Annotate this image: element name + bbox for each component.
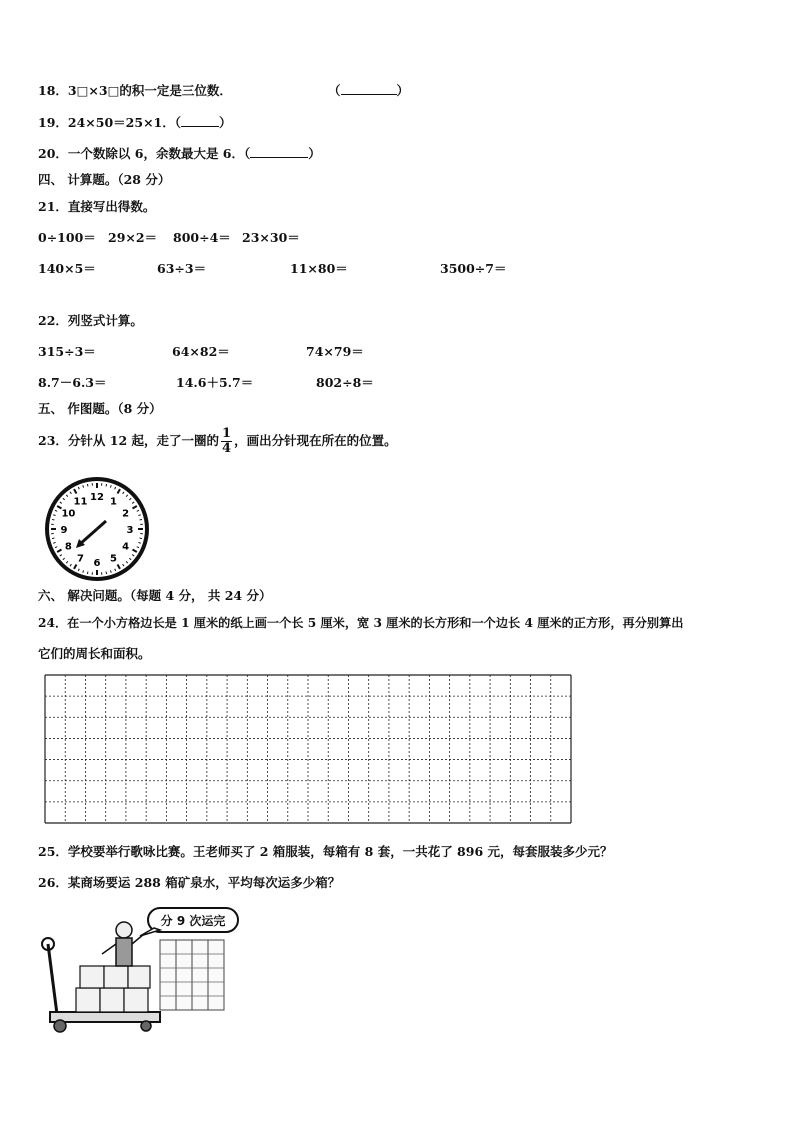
- section-heading-6: 六、 解决问题。（每题 4 分， 共 24 分）: [38, 588, 272, 603]
- cart-wheel: [141, 1021, 151, 1031]
- question-number: 20．: [38, 146, 68, 161]
- clock-number: 10: [61, 508, 76, 520]
- question-text: 一个数除以 6，余数最大是 6．（: [67, 146, 251, 161]
- clock-number: 8: [64, 541, 72, 553]
- clock-number: 3: [126, 525, 134, 536]
- calc-item: 140×5＝: [38, 261, 96, 276]
- calc-item: 63÷3＝: [157, 261, 207, 276]
- water-boxes-stack: [160, 940, 224, 1010]
- question-number: 18．: [38, 83, 68, 98]
- calc-item: 800÷4＝: [173, 230, 231, 245]
- clock-number: 1: [110, 496, 117, 508]
- calc-item: 0÷100＝: [38, 230, 96, 245]
- clock-number: 11: [73, 496, 88, 508]
- calc-item: 8.7－6.3＝: [38, 375, 107, 390]
- question-18: [38, 83, 232, 99]
- clock-tick: [52, 538, 54, 539]
- question-22: 22．列竖式计算。: [38, 313, 143, 328]
- question-20: 20．一个数除以 6，余数最大是 6．（ ）: [38, 146, 321, 161]
- question-21: 21．直接写出得数。: [38, 199, 156, 214]
- clock-number: 9: [60, 525, 68, 536]
- answer-blank-19[interactable]: [181, 115, 219, 127]
- delivery-illustration: [36, 904, 246, 1034]
- question-24-line-2: 它们的周长和面积。: [38, 646, 151, 661]
- answer-blank-18[interactable]: （ ）: [328, 83, 410, 98]
- clock-number: 6: [93, 558, 101, 569]
- calc-item: 802÷8＝: [316, 375, 374, 390]
- clock-tick: [140, 538, 142, 539]
- answer-blank-20[interactable]: [250, 146, 308, 158]
- cart-base: [50, 1012, 160, 1022]
- cart-handle: [48, 944, 58, 1022]
- clock-tick: [106, 484, 107, 486]
- worker-figure: [102, 922, 144, 966]
- clock-number: 5: [110, 553, 117, 565]
- clock-tick: [140, 519, 142, 520]
- clock-tick: [87, 484, 88, 486]
- question-19: 19．24×50＝25×1．（ ）: [38, 115, 232, 130]
- question-24-line-1: 24．在一个小方格边长是 1 厘米的纸上画一个长 5 厘米，宽 3 厘米的长方形和一个边长 4 厘米的正方形，再分别算出: [38, 616, 684, 630]
- calc-item: 64×82＝: [172, 344, 230, 359]
- clock-tick: [87, 572, 88, 574]
- speech-bubble-text: 分 9 次运完: [160, 914, 226, 928]
- calc-item: 3500÷7＝: [440, 261, 507, 276]
- section-heading-4: 四、 计算题。（28 分）: [38, 172, 171, 187]
- calc-item: 23×30＝: [242, 230, 300, 245]
- clock-number: 7: [77, 553, 84, 565]
- question-23: 23．分针从 12 起，走了一圈的 $\frac{1}{4}$ ，画出分针现在所在的位置。: [38, 426, 397, 456]
- question-number: 19．: [38, 115, 68, 130]
- clock-tick: [52, 519, 54, 520]
- question-25: 25．学校要举行歌咏比赛。王老师买了 2 箱服装，每箱有 8 套，一共花了 896 元，每套服装多少元？: [38, 844, 613, 859]
- question-text: 24×50＝25×1．（: [67, 115, 181, 130]
- question-26: 26．某商场要运 288 箱矿泉水，平均每次运多少箱？: [38, 875, 341, 890]
- calc-item: 315÷3＝: [38, 344, 96, 359]
- fraction: $\frac{1}{4}$: [222, 426, 232, 456]
- clock-face[interactable]: [42, 474, 152, 584]
- clock-number: 4: [122, 541, 130, 553]
- grid-paper[interactable]: [44, 674, 572, 824]
- water-boxes-on-cart: [76, 966, 150, 1012]
- calc-item: 14.6＋5.7＝: [176, 375, 254, 390]
- calc-item: 11×80＝: [290, 261, 348, 276]
- question-text: 3□×3□的积一定是三位数．: [67, 83, 232, 98]
- clock-tick: [106, 572, 107, 574]
- section-heading-5: 五、 作图题。（8 分）: [38, 401, 162, 416]
- calc-item: 29×2＝: [108, 230, 158, 245]
- calc-item: 74×79＝: [306, 344, 364, 359]
- clock-number: 12: [90, 492, 104, 503]
- cart-wheel: [54, 1020, 66, 1032]
- clock-number: 2: [122, 508, 130, 520]
